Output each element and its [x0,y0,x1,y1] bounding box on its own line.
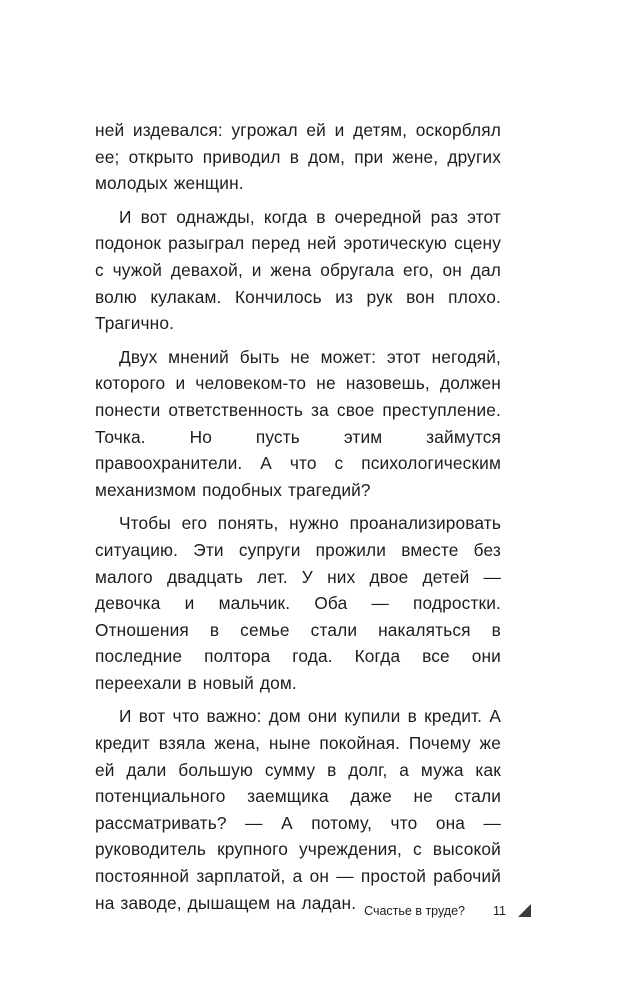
paragraph-4: Чтобы его понять, нужно проанализировать ситуацию. Эти супруги прожили вместе без малого двадцать лет. У них двое детей — девочка и мальчик. Оба — подростки. Отношения в семье стали накаляться в последние полтора года. Когда все они переехали в новый дом. [95,513,501,693]
page-footer [364,904,531,918]
paragraph-1: ней издевался: угрожал ей и детям, оскорблял ее; открыто приводил в дом, при жене, других молодых женщин. [95,120,501,194]
body-text [95,117,501,916]
paragraph-2: И вот однажды, когда в очередной раз этот подонок разыграл перед ней эротическую сцену с чужой девахой, и жена обругала его, он дал волю кулакам. Кончилось из рук вон плохо. Трагично. [95,206,501,334]
running-title: Счастье в труде? [364,904,466,918]
page-number: 11 [493,904,506,918]
corner-triangle-icon [518,904,531,917]
paragraph-3: Двух мнений быть не может: этот негодяй, которого и человеком-то не назовешь, должен понести ответственность за свое преступление. Точка. Но пусть этим займутся правоохранители. А что с психологическим механизмом подобных трагедий? [95,346,501,500]
paragraph-5: И вот что важно: дом они купили в кредит. А кредит взяла жена, ныне покойная. Почему же ей дали большую сумму в долг, а мужа как потенциального заемщика даже не стали рассматривать? — А потому, что она — руководитель крупного учреждения, с высокой постоянной зарплатой, а он — простой рабочий на заводе, дышащем на ладан. [95,706,501,913]
